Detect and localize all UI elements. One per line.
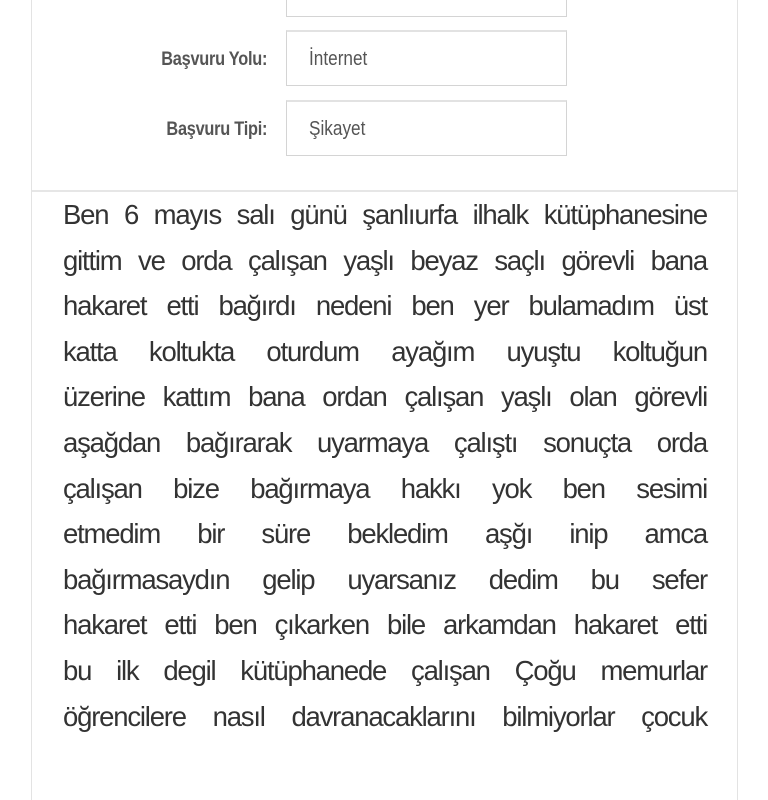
form-row-application-channel bbox=[32, 30, 737, 90]
application-channel-label: Başvuru Yolu: bbox=[161, 49, 267, 70]
complaint-line bbox=[63, 466, 707, 512]
application-type-label: Başvuru Tipi: bbox=[166, 119, 267, 140]
complaint-line-text: aşağdan bağırarak uyarmaya çalıştı sonuçta orda bbox=[63, 426, 707, 458]
complaint-line bbox=[63, 557, 707, 603]
form-row-cutoff bbox=[32, 0, 737, 21]
complaint-line-text: katta koltukta oturdum ayağım uyuştu koltuğun bbox=[63, 335, 707, 367]
complaint-line-text: hakaret etti ben çıkarken bile arkamdan hakaret etti bbox=[63, 609, 707, 641]
complaint-line bbox=[63, 511, 707, 557]
complaint-line-text: çalışan bize bağırmaya hakkı yok ben sesimi bbox=[63, 472, 707, 504]
application-type-value: Şikayet bbox=[309, 118, 366, 140]
complaint-line bbox=[63, 238, 707, 284]
form-row-application-type bbox=[32, 100, 737, 160]
complaint-line-text: öğrencilere nasıl davranacaklarını bilmiyorlar çocuk bbox=[63, 700, 707, 732]
complaint-detail-panel bbox=[31, 0, 738, 800]
complaint-line bbox=[63, 648, 707, 694]
complaint-line bbox=[63, 192, 707, 238]
complaint-line-text: gittim ve orda çalışan yaşlı beyaz saçlı görevli bana bbox=[63, 244, 707, 276]
application-channel-field[interactable] bbox=[286, 30, 567, 86]
complaint-line-text: bağırmasaydın gelip uyarsanız dedim bu sefer bbox=[63, 563, 707, 595]
complaint-line bbox=[63, 283, 707, 329]
application-channel-value: İnternet bbox=[309, 48, 368, 70]
complaint-line bbox=[63, 374, 707, 420]
complaint-line bbox=[63, 420, 707, 466]
complaint-line-text: etmedim bir süre bekledim aşğı inip amca bbox=[63, 518, 707, 550]
cutoff-field[interactable] bbox=[286, 0, 567, 17]
complaint-line bbox=[63, 694, 707, 740]
complaint-line-text: üzerine kattım bana ordan çalışan yaşlı olan görevli bbox=[63, 381, 707, 413]
complaint-text bbox=[63, 192, 707, 739]
complaint-line-text: Ben 6 mayıs salı günü şanlıurfa ilhalk kütüphanesine bbox=[63, 199, 707, 230]
complaint-line bbox=[63, 329, 707, 375]
application-type-field[interactable] bbox=[286, 100, 567, 156]
complaint-line-text: hakaret etti bağırdı nedeni ben yer bulamadım üst bbox=[63, 290, 707, 322]
complaint-line-text: bu ilk degil kütüphanede çalışan Çoğu memurlar bbox=[63, 654, 707, 686]
complaint-line bbox=[63, 602, 707, 648]
application-info-section bbox=[32, 0, 737, 192]
